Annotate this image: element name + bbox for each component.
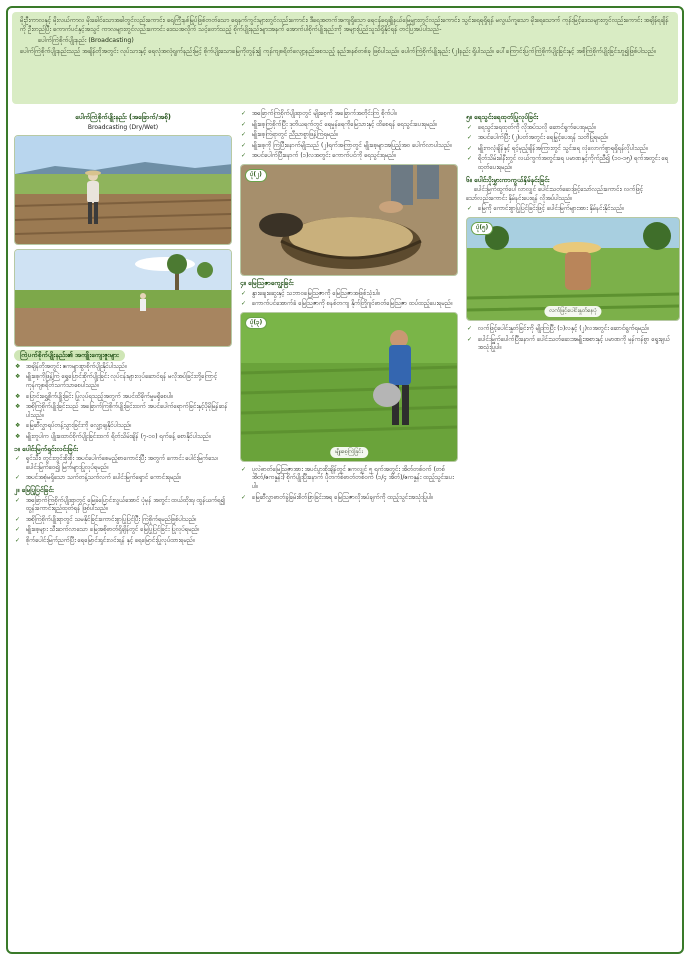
list-item: ✓ မြေဆီလွှာဓာတ်ခွဲခြမ်းစိတ်ဖြာခြင်းအရ မြေဩဇာလိုအပ်ချက်ကို ထည့်သွင်းအသုံးပြုပါ။: [240, 494, 458, 503]
section-6-heading: ၆။ ပေါင်းပိုးမွှားကာကွယ်နှိမ်နင်းခြင်း: [466, 175, 550, 184]
list-item: ❖ မျိုးစေ့ကိုဖြန့်ကြဲ ရွှေပြောင်းစိုက်ပျိုးခြင်း လုပ်ငန်းများလုပ်ဆောင်ရန် မလိုအပ်ခြင်းတို့ကြောင့် ကုန်ကျစရိတ်သက်သာစေပါသည်။: [14, 373, 232, 390]
list-item: ✓ နွားချေးဆွေးနှင့် သဘာဝမြေဩဇာကို မြေဩဇာအဖြစ်သုံးပါ။: [240, 290, 458, 299]
photo-wet-broadcasting: [14, 249, 232, 347]
section-5-list: [466, 124, 680, 173]
list-item: ✓ မျိုးစေ့ကြဲစိုက်ပြီး ဒုတိယရက်တွင် ရေမှုန်ရေကိုမြေသားနှင့် ထိစေရန် ရေသွင်းပေးရမည်။: [240, 121, 458, 130]
list-item: ✓ အစိုကြဲစိုက်ပျိုးရာတွင် သမနိုင်ခြင်းကောင်းစွာပြုပြင်ပြီး ကြဲစိုက်ရမည်ဖြစ်ပါသည်။: [14, 516, 232, 525]
intro-paragraph-2: ပေါက်ကြဲစိုက်ပျိုးနည်းသည် အချိန်တိုအတွင်း လုပ်သားနှင့် ရေလုံအလုံရျက်နည်းမြင့် စိုက်ပျိုးသောမြေကိုတွန်း၍ ကုန်ကျစရိတ်လျော့နည်းစေသည့် နည်းစနစ်တစ်ခု ဖြစ်ပါသည်။ ပေါက်ကြဲစိုက်ပျိုးနည်း (၂)နည်း ရှိပါသည်။ ပေါ်ကြောင်းပြက်ကြဲစိုက်ပျိုးခြင်းနှင့် အစိုကြဲစိုက်ပျိုးခြင်းဟူ၍ဖြစ်ပါသည်။: [20, 48, 656, 55]
list-item: ✓ ကောက်ပင်အောက်ခံ မြေဩဇာကို စနစ်တကျ နိုက်တြိုဂျင်ဓာတ်မြေဩဇာ ထပ်ထည့်ပေးရမည်။: [240, 300, 458, 309]
list-item: ✓ ရိတ်သိမ်းခါနီးတွင် လယ်ကွက်အတွင်းရေ ပမာဏနှင့်ကိုက်ညီ၍ (၁၀-၁၅) ရက်အတွင်း ရေထုတ်ပေးရမည်။: [466, 155, 680, 172]
list-item: ✓ ပေါင်းမြက်ပေါက်ပြီးနောက် ပေါင်းသတ်ဆေးအမျိုးအစားနှင့် ပမာဏကို မှန်ကန်စွာ ရွေးချယ်အသုံးပြုပါ။: [466, 336, 680, 353]
figure-5-label: ပုံ(၅): [471, 222, 493, 235]
column-3: [466, 110, 680, 355]
list-item: ❖ ပြောင်းရွှေ့စိုက်ပျိုးခြင်း ပြုလုပ်ရသည့်အတွက် အပင်ထိခိုက်မှုမရှိစေပါ။: [14, 393, 232, 402]
fertilizer-rate-list: [240, 466, 458, 502]
list-item: ✓ စိုက်ပေါင်းမြက်ညက်ပြီး ရေမြောင်းရှင်းလင်းရန် နှင့် ရေမြောင်းပြုလုပ်ထားရမည်။: [14, 537, 232, 546]
weeding-list: [466, 325, 680, 353]
list-item: ✓ မျိုးစေ့ကြဲရာတွင် ညီညာစွာဖြန့်ကြဲရမည်။: [240, 131, 458, 140]
dry-field-illustration: [15, 136, 232, 245]
info-sheet: [6, 6, 684, 954]
figure-3-caption: မျိုးစေ့ကြဲခြင်း: [330, 447, 368, 458]
benefits-heading: ကြဲပက်စိုက်ပျိုးနည်း၏ အကျိုးကျေးဇူးများ: [14, 350, 232, 361]
figure-5-caption: လက်ဖြင့်ပေါင်းနှုတ်နေပုံ: [544, 306, 601, 317]
list-item: ✓ အပင်ပေါက်ပြီးနောက် (၁)လအတွင်း ကောက်ပင်ကို ရေသွင်းရမည်။: [240, 152, 458, 161]
photo-dry-broadcasting: [14, 135, 232, 245]
list-item: ✓ မျိုးကလံ့ချိန်နှင့် ရင့်မှည့်ချိန်အကြားတွင် သွင်းရေ လုံလောက်စွာရရှိရန်လိုပါသည်။: [466, 145, 680, 154]
column-2: [240, 110, 458, 504]
list-item: ✓ အပင်အစုံမရှိသော သက်တန့်သက်လက် ပေါင်းမြက်ရှောင် ကောင်းရမည်။: [14, 474, 232, 483]
photo-hand-weeding: [466, 217, 680, 321]
fertilizing-illustration: [241, 313, 458, 462]
column-1: [14, 110, 232, 547]
section-6-list: [466, 205, 680, 214]
photo-seed-basket: [240, 164, 458, 276]
figure-3-label: ပုံ(၃): [245, 317, 267, 330]
column-1-subtitle: Broadcasting (Dry/Wet): [87, 123, 159, 131]
sowing-list: [240, 110, 458, 161]
section-2-heading: ၂။ မြေပြုပြင်ခြင်း: [14, 485, 54, 494]
intro-method-title: ပေါက်ကြဲစိုက်ပျိုးနည်း (Broadcasting): [38, 37, 134, 44]
benefits-list: [14, 363, 232, 442]
list-item: ✓ မြေကို ကောင်းစွာပြုပြင်ခြင်းဖြင့် ပေါင်းမြက်များအား နှိမ်နင်းနိုင်သည်။: [466, 205, 680, 214]
list-item: ✓ ရေသွင်းရေထုတ်ကို လိုအပ်သလို ဆောင်ရွက်ပေးရမည်။: [466, 124, 680, 133]
list-item: ❖ မြေဆီလွှာရပ်တန့်သွားခြင်းကို လျှော့ချနိုင်ပါသည်။: [14, 422, 232, 431]
list-item: ❖ မျိုးတူပါက ပျိုးထောင်စိုက်ပျိုးခြင်းထက် ရိတ်သိမ်းချိန် (၇-၁၀) ရက်ခန့် စောနိုင်ပါသည်။: [14, 433, 232, 442]
list-item: ✓ အပင်ပေါက်ပြီး (၂)ပတ်အတွင်း ရေမြှင့်ပေးရန် သတိပြုရမည်။: [466, 134, 680, 143]
list-item: ✓ ရှင်သီး၊ တွင်းတွင်းစိုးစိုး အပင်ပေါက်စေမည့်စာကောင်းပြီး အတွက် ကောင်း ပေါင်းမြက်သေ၊ ပေါင်းမြက်ဝေ၍ မြက်များပြုလုပ်ရမည်။: [14, 455, 232, 472]
list-item: ❖ အချိန်တိုအတွင်း ဧကများစွာစိုက်ပျိုးနိုင်ပါသည်။: [14, 363, 232, 372]
photo-fertilizing: [240, 312, 458, 462]
section-1-heading: ၁။ ပေါင်းမြက်ရှင်းလင်းခြင်း: [14, 444, 78, 453]
seed-basket-illustration: [241, 165, 458, 276]
list-item: ✓ လက်ဖြင့်ပေါင်းနှုတ်ခြင်းကို မျိုးကြဲပြီး (၁)လနှင့် (၂)လအတွင်း ဆောင်ရွက်ရမည်။: [466, 325, 680, 334]
list-item: ✓ မျိုးစေ့များ သီးဆက်လာသော မြေအစိုဓာတ်ရှိချိန်တွင် မြေပြုပြင်ခြင်း ပြုလုပ်ရမည်။: [14, 526, 232, 535]
figure-2-label: ပုံ(၂): [245, 169, 267, 182]
list-item: ✓ ပုလဲဓာတ်မြေဩဇာအား အပင်ပွားစိုးချိန်တွင် ဧကလျှင် ၅ ရက်အတွင်း အိတ်တစ်ဝက် (တစ်အိတ်/ဧကနှုန်း) စိုက်ပျိုးပြီးနောက် ပိုတက်စ်ဓာတ်တစ်ဝက် (၁/၄ အိတ်)/ဧကနှုန်း ထည့်သွင်းပေးပါ။: [240, 466, 458, 492]
wet-field-illustration: [15, 250, 232, 347]
section-1-list: [14, 455, 232, 483]
section-5-heading: ၅။ ရေသွင်းရေထုတ်ပြုလုပ်ခြင်း: [466, 113, 539, 121]
intro-paragraph: မိုးဦးကာလနှင့် မိုးလယ်ကာလ မိုးခေါင်သောအခါတွင်လည်းကောင်း၊ ရေကြီးနစ်မြုပ်ဖြစ်တတ်သော ရေနက်ကွင်းများတွင်လည်းကောင်း၊ ဒီရေအတက်အကျရှိသော ရေငန်ရေချိုနယ်မြေများတွင်လည်းကောင်း၊ သွင်းရေရရှိရန် မလွယ်ကူသော မိုးရေသောက် ကုန်းမြင့်ဒေသများတွင်လည်းကောင်း အချိန်ရချိန်ကို ဦးတည်ပြီး ကောက်ပင်နှင့်အသွင် ကာလများတွင်လည်းကောင်း ဒေသအလိုက် သင့်တော်သည့် စိုက်ပျိုးနည်းများအနက် အောက်ပါစိုက်ပျိုးနည်းကို အများပြည်သူသိရှိနိုင်ရန် တင်ပြအပ်ပါသည်-: [20, 17, 669, 33]
section-2-list: [14, 497, 232, 546]
intro-box: [12, 12, 678, 104]
section-4-list: [240, 290, 458, 309]
column-1-title: ပေါက်ကြဲစိုက်ပျိုးနည်း (အခြောက်/အစို): [75, 113, 171, 121]
section-6-paragraph: ပေါင်းမြက်ထွက်ပေါ်လာလျှင် ပေါင်းသတ်ဆေးဖြင့်သော်လည်းကောင်း၊ လက်ဖြင့်သော်လည်းကောင်း နှိမ်နင်းပေးရန် လိုအပ်ပါသည်။: [466, 186, 644, 202]
list-item: ✓ မျိုးစေ့ကို ကြဲပြီးနောက်မျိုးသည် (၂)ရက်အကြာတွင် မျိုးစေ့များအပြည့်အဝ ပေါက်လာပါသည်။: [240, 142, 458, 151]
section-4-heading: ၄။ မြေဩဇာကျွေးခြင်း: [240, 278, 294, 287]
list-item: ❖ အစိုကြဲစိုက်ပျိုးခြင်းသည် အခြောက်ကြဲစိုက်ပျိုးခြင်းထက် အပင်ပေါက်ရောက်ခြင်းနှင့်ပိုမိုမြန်ဆန်ပါသည်။: [14, 403, 232, 420]
list-item: ✓ အခြောက်ကြဲစိုက်ပျိုးရာတွင် မျိုးစေ့ကို အခြောက်အတိုင်းကြဲ စိုက်ပါ။: [240, 110, 458, 119]
list-item: ✓ အခြောက်ကြဲစိုက်ပျိုးရာတွင် မြေခဲပြောင်းလွယ်အောင် ပုံမှန် အတွင်း ထယ်ထိုးရ၊ ထွန်ယက်ရ၍ ထွန်းကောင်းရည်ထုတ်ရန် ဖြစ်ပါသည်။: [14, 497, 232, 514]
